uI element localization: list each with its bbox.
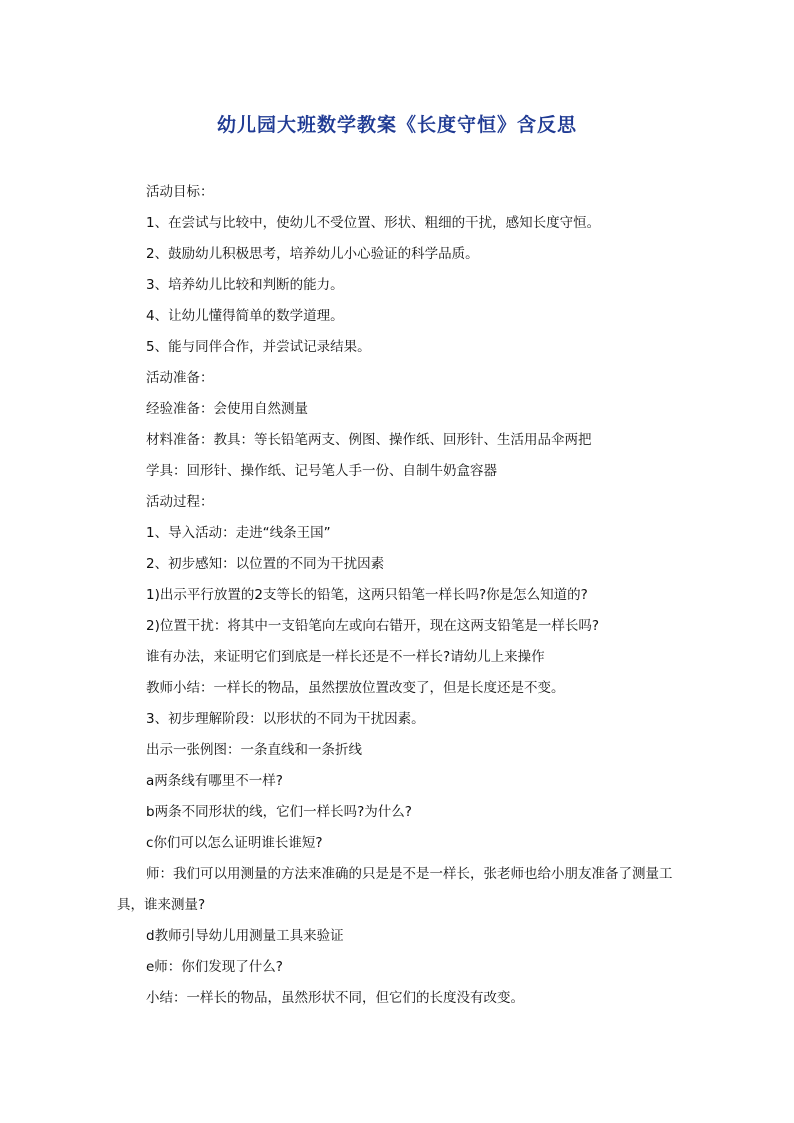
paragraph: 1)出示平行放置的2支等长的铅笔，这两只铅笔一样长吗?你是怎么知道的? bbox=[146, 587, 588, 603]
paragraph: 2、初步感知：以位置的不同为干扰因素 bbox=[146, 556, 385, 572]
paragraph: 小结：一样长的物品，虽然形状不同，但它们的长度没有改变。 bbox=[146, 990, 524, 1006]
paragraph: 3、培养幼儿比较和判断的能力。 bbox=[146, 277, 344, 293]
paragraph: 经验准备：会使用自然测量 bbox=[146, 401, 308, 417]
paragraph: 教师小结：一样长的物品，虽然摆放位置改变了，但是长度还是不变。 bbox=[146, 680, 565, 696]
paragraph: 师：我们可以用测量的方法来准确的只是是不是一样长，张老师也给小朋友准备了测量工具，谁来测量? bbox=[117, 866, 673, 913]
paragraph: e师：你们发现了什么? bbox=[146, 959, 283, 975]
paragraph: 5、能与同伴合作，并尝试记录结果。 bbox=[146, 339, 371, 355]
paragraph: 1、在尝试与比较中，使幼儿不受位置、形状、粗细的干扰，感知长度守恒。 bbox=[146, 215, 601, 231]
paragraph: c你们可以怎么证明谁长谁短? bbox=[146, 835, 323, 851]
paragraph: 活动准备： bbox=[146, 370, 214, 386]
paragraph: 出示一张例图：一条直线和一条折线 bbox=[146, 742, 362, 758]
document-body bbox=[117, 177, 680, 1014]
paragraph: 2、鼓励幼儿积极思考，培养幼儿小心验证的科学品质。 bbox=[146, 246, 479, 262]
paragraph: 活动过程： bbox=[146, 494, 214, 510]
paragraph: 2)位置干扰：将其中一支铅笔向左或向右错开，现在这两支铅笔是一样长吗? bbox=[146, 618, 600, 634]
paragraph: 1、导入活动：走进“线条王国” bbox=[146, 525, 331, 541]
paragraph: 材料准备：教具：等长铅笔两支、例图、操作纸、回形针、生活用品伞两把 bbox=[146, 432, 592, 448]
paragraph: a两条线有哪里不一样? bbox=[146, 773, 283, 789]
paragraph: 活动目标： bbox=[146, 184, 214, 200]
paragraph: 4、让幼儿懂得简单的数学道理。 bbox=[146, 308, 344, 324]
paragraph: b两条不同形状的线，它们一样长吗?为什么? bbox=[146, 804, 412, 820]
paragraph: d教师引导幼儿用测量工具来验证 bbox=[146, 928, 344, 944]
paragraph: 3、初步理解阶段：以形状的不同为干扰因素。 bbox=[146, 711, 425, 727]
paragraph: 学具：回形针、操作纸、记号笔人手一份、自制牛奶盒容器 bbox=[146, 463, 497, 479]
paragraph: 谁有办法，来证明它们到底是一样长还是不一样长?请幼儿上来操作 bbox=[146, 649, 545, 665]
document-title: 幼儿园大班数学教案《长度守恒》含反思 bbox=[216, 114, 577, 136]
